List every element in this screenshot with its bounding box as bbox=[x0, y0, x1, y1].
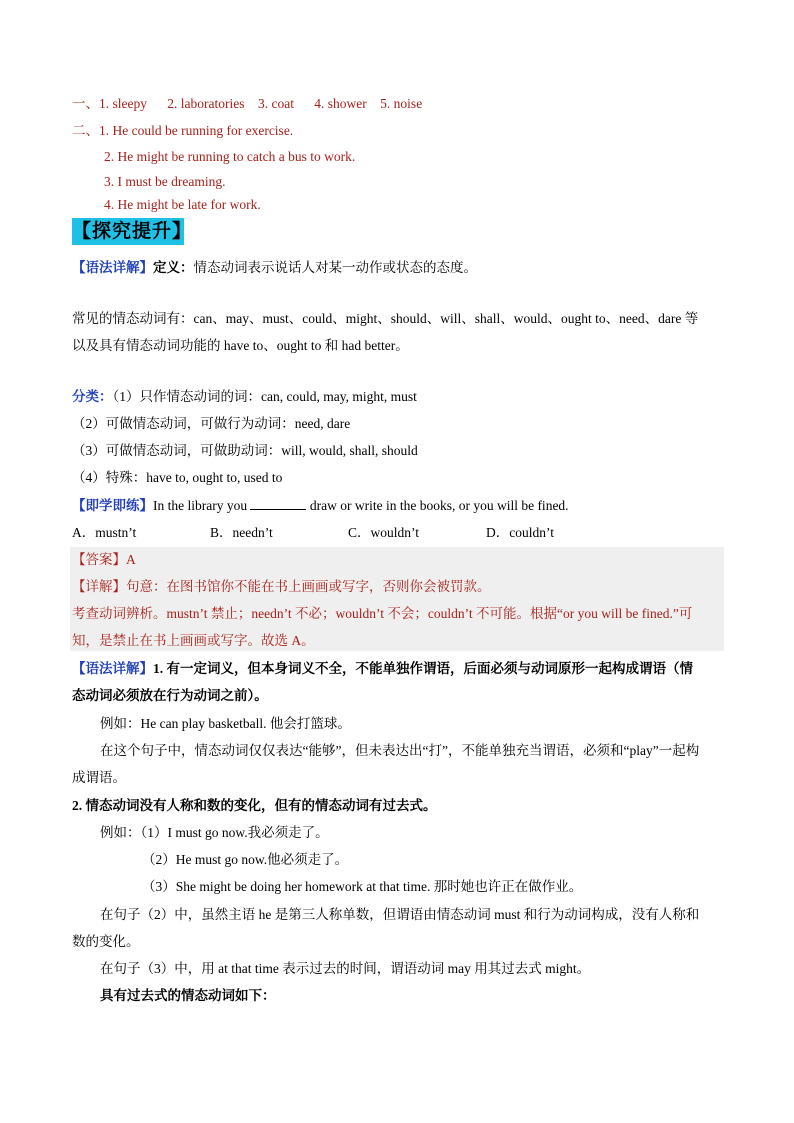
grammar-label: 【语法详解】 bbox=[72, 260, 153, 275]
detail-label: 【详解】 bbox=[72, 579, 126, 594]
definition-text: 情态动词表示说话人对某一动作或状态的态度。 bbox=[193, 260, 477, 275]
part2-label: 二、 bbox=[72, 123, 99, 138]
answers-part2-item-2: 2. He might be running to catch a bus to work. bbox=[104, 149, 356, 164]
detail-text: 句意：在图书馆你不能在书上画画或写字，否则你会被罚款。 bbox=[126, 579, 491, 594]
answer-line bbox=[72, 551, 724, 569]
part1-label: 一、 bbox=[72, 96, 99, 111]
option-a: A．mustn’t bbox=[72, 525, 137, 540]
answers-part2-item-1 bbox=[72, 122, 724, 140]
option-c: C．wouldn’t bbox=[348, 525, 420, 540]
point-2: 2. 情态动词没有人称和数的变化，但有的情态动词有过去式。 bbox=[72, 798, 437, 813]
classification-item-3: （3）可做情态动词，可做助动词：will, would, shall, should bbox=[72, 443, 418, 458]
example-2-label: 例如： bbox=[100, 825, 141, 840]
practice-options bbox=[72, 524, 724, 542]
question-after: draw or write in the books, or you will be fined. bbox=[306, 498, 569, 513]
part2-item: 1. He could be running for exercise. bbox=[99, 123, 294, 138]
practice-label: 【即学即练】 bbox=[72, 498, 153, 513]
classification-item-2: （2）可做情态动词，可做行为动词：need, dare bbox=[72, 416, 351, 431]
point1-text: 1. 有一定词义，但本身词义不全，不能单独作谓语，后面必须与动词原形一起构成谓语（情 bbox=[153, 661, 693, 676]
example-2-text: （1）I must go now.我必须走了。 bbox=[140, 825, 329, 840]
option-b: B．needn’t bbox=[210, 525, 273, 540]
explain-2-line-1: 在句子（2）中，虽然主语 he 是第三人称单数，但谓语由情态动词 must 和行为动词构成，没有人称和 bbox=[100, 907, 700, 922]
example-1: 例如：He can play basketball. 他会打篮球。 bbox=[100, 716, 351, 731]
answer-blank bbox=[250, 497, 306, 510]
answers-part2-item-3: 3. I must be dreaming. bbox=[104, 174, 226, 189]
common-modals-line-2: 以及具有情态动词功能的 have to、ought to 和 had better。 bbox=[72, 338, 409, 353]
point-3: 具有过去式的情态动词如下： bbox=[100, 988, 276, 1003]
part1-items: 1. sleepy 2. laboratories 3. coat 4. shower 5. noise bbox=[99, 96, 423, 111]
example-2-item-3: （3）She might be doing her homework at that time. 那时她也许正在做作业。 bbox=[142, 879, 583, 894]
explain-1-line-1: 在这个句子中，情态动词仅仅表达“能够”，但未表达出“打”，不能单独充当谓语，必须和“play”一起构 bbox=[100, 743, 700, 758]
section-title: 【探究提升】 bbox=[72, 218, 184, 245]
explain-3: 在句子（3）中，用 at that time 表示过去的时间，谓语动词 may 用其过去式 might。 bbox=[100, 961, 591, 976]
classification-text: （1）只作情态动词的词：can, could, may, might, must bbox=[112, 389, 417, 404]
answers-part2-item-4: 4. He might be late for work. bbox=[104, 197, 261, 212]
answer-label: 【答案】 bbox=[72, 552, 126, 567]
grammar2-point1-line1 bbox=[72, 660, 724, 678]
answer-value: A bbox=[126, 552, 136, 567]
grammar2-point1-line2: 态动词必须放在行为动词之前）。 bbox=[72, 688, 268, 703]
option-d: D．couldn’t bbox=[486, 525, 554, 540]
detail-line-1 bbox=[72, 578, 724, 596]
common-modals-line-1: 常见的情态动词有：can、may、must、could、might、should、will、shall、would、ought to、need、dare 等 bbox=[72, 311, 699, 326]
classification-item-1 bbox=[72, 388, 724, 406]
practice-question bbox=[72, 497, 724, 515]
answers-part1 bbox=[72, 95, 724, 113]
example-2-item-1 bbox=[100, 824, 724, 842]
grammar-definition bbox=[72, 259, 724, 277]
detail-line-3: 知，是禁止在书上画画或写字。故选 A。 bbox=[72, 633, 315, 648]
detail-line-2: 考查动词辨析。mustn’t 禁止；needn’t 不必；wouldn’t 不会；couldn’t 不可能。根据“or you will be fined.”可 bbox=[72, 606, 693, 621]
explain-2-line-2: 数的变化。 bbox=[72, 934, 140, 949]
question-before: In the library you bbox=[153, 498, 251, 513]
example-2-item-2: （2）He must go now.他必须走了。 bbox=[142, 852, 349, 867]
classification-item-4: （4）特殊：have to, ought to, used to bbox=[72, 470, 283, 485]
explain-1-line-2: 成谓语。 bbox=[72, 770, 126, 785]
definition-label: 定义： bbox=[153, 260, 194, 275]
grammar2-label: 【语法详解】 bbox=[72, 661, 153, 676]
classification-label: 分类： bbox=[72, 389, 113, 404]
